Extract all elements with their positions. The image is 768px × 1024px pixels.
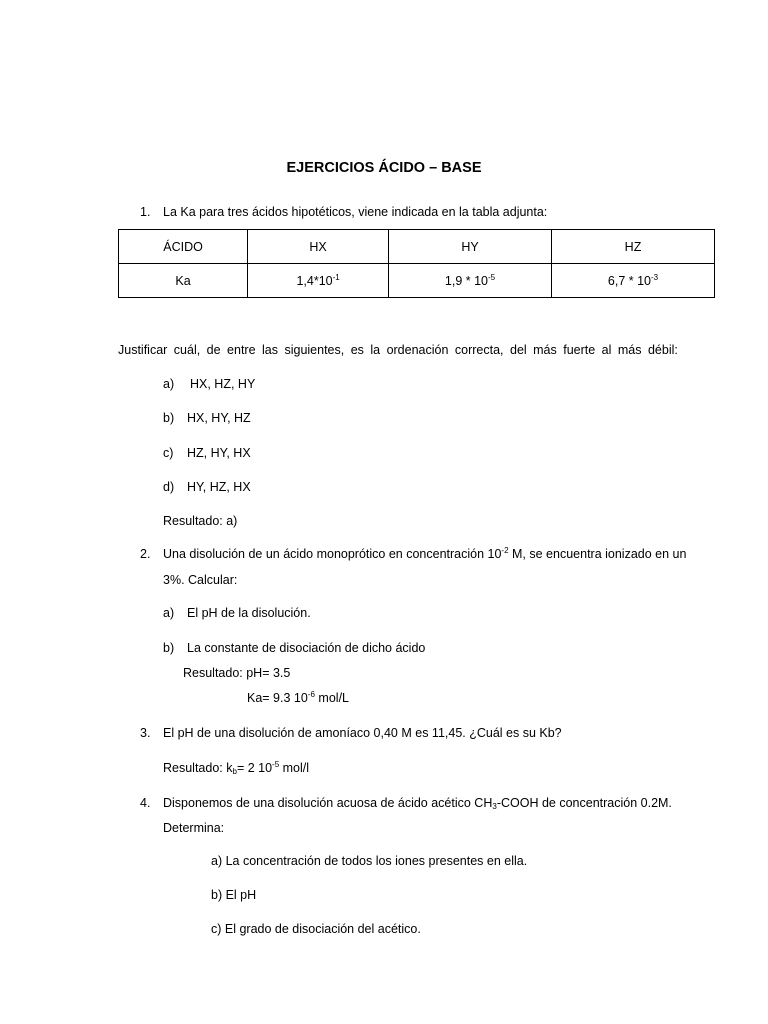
list-item xyxy=(163,606,311,620)
option-text: HX, HZ, HY xyxy=(190,377,256,391)
q4-number: 4. xyxy=(140,796,151,810)
list-item xyxy=(163,411,251,425)
table-row-label: Ka xyxy=(119,264,248,298)
table-header-cell: ÁCIDO xyxy=(119,230,248,264)
q3-result: Resultado: $k_b= 2$ $10^{-5}$ mol/l xyxy=(163,760,310,776)
q3-text: El pH de una disolución de amoníaco 0,40 M es 11,45. ¿Cuál es su Kb? xyxy=(163,726,562,740)
list-item: a) La concentración de todos los iones presentes en ella. xyxy=(211,854,528,868)
q1-text: La Ka para tres ácidos hipotéticos, viene indicada en la tabla adjunta: xyxy=(163,205,548,219)
option-letter: c) xyxy=(163,446,174,460)
page-title: EJERCICIOS ÁCIDO – BASE xyxy=(286,160,482,176)
option-letter: d) xyxy=(163,480,175,494)
table-header-cell: HY xyxy=(389,230,552,264)
q3-number: 3. xyxy=(140,726,151,740)
list-item: c) El grado de disociación del acético. xyxy=(211,922,421,936)
table-header-cell: HX xyxy=(248,230,389,264)
q1-number: 1. xyxy=(140,205,151,219)
option-letter: a) xyxy=(163,377,175,391)
list-item xyxy=(163,377,255,391)
q2-result-ph: Resultado: pH= 3.5 xyxy=(183,666,291,680)
part-letter: b) xyxy=(163,641,175,655)
list-item xyxy=(163,446,251,460)
ka-table xyxy=(118,229,715,298)
q2-result-ka: Ka= 9.3 $10^{-6}$ mol/L xyxy=(247,690,349,705)
list-item xyxy=(163,641,425,655)
q4-text-line2: Determina: xyxy=(163,821,225,835)
q2-number: 2. xyxy=(140,547,151,561)
table-header-cell: HZ xyxy=(552,230,715,264)
table-header-row xyxy=(119,230,715,264)
table-cell: $1,9 * 10^{-5}$ xyxy=(389,264,552,298)
q1-justify-text: Justificar cuál, de entre las siguientes, es la ordenación correcta, del más fuerte al más débil: xyxy=(118,343,678,357)
q2-text-line2: 3%. Calcular: xyxy=(163,573,238,587)
list-item xyxy=(163,480,251,494)
table-row xyxy=(119,264,715,298)
option-text: HY, HZ, HX xyxy=(187,480,251,494)
q2-text: Una disolución de un ácido monoprótico en concentración $10^{-2}$ M, se encuentra ionizado en un xyxy=(163,546,687,561)
q1-result: Resultado: a) xyxy=(163,514,238,528)
option-letter: b) xyxy=(163,411,175,425)
part-letter: a) xyxy=(163,606,175,620)
table-cell: $1,4*10^{-1}$ xyxy=(248,264,389,298)
part-text: El pH de la disolución. xyxy=(187,606,311,620)
option-text: HX, HY, HZ xyxy=(187,411,251,425)
table-cell: $6,7 * 10^{-3}$ xyxy=(552,264,715,298)
q4-text: Disponemos de una disolución acuosa de ácido acético $CH_3$-COOH de concentración 0.2M. xyxy=(163,796,672,811)
option-text: HZ, HY, HX xyxy=(187,446,251,460)
part-text: La constante de disociación de dicho ácido xyxy=(187,641,426,655)
list-item: b) El pH xyxy=(211,888,257,902)
